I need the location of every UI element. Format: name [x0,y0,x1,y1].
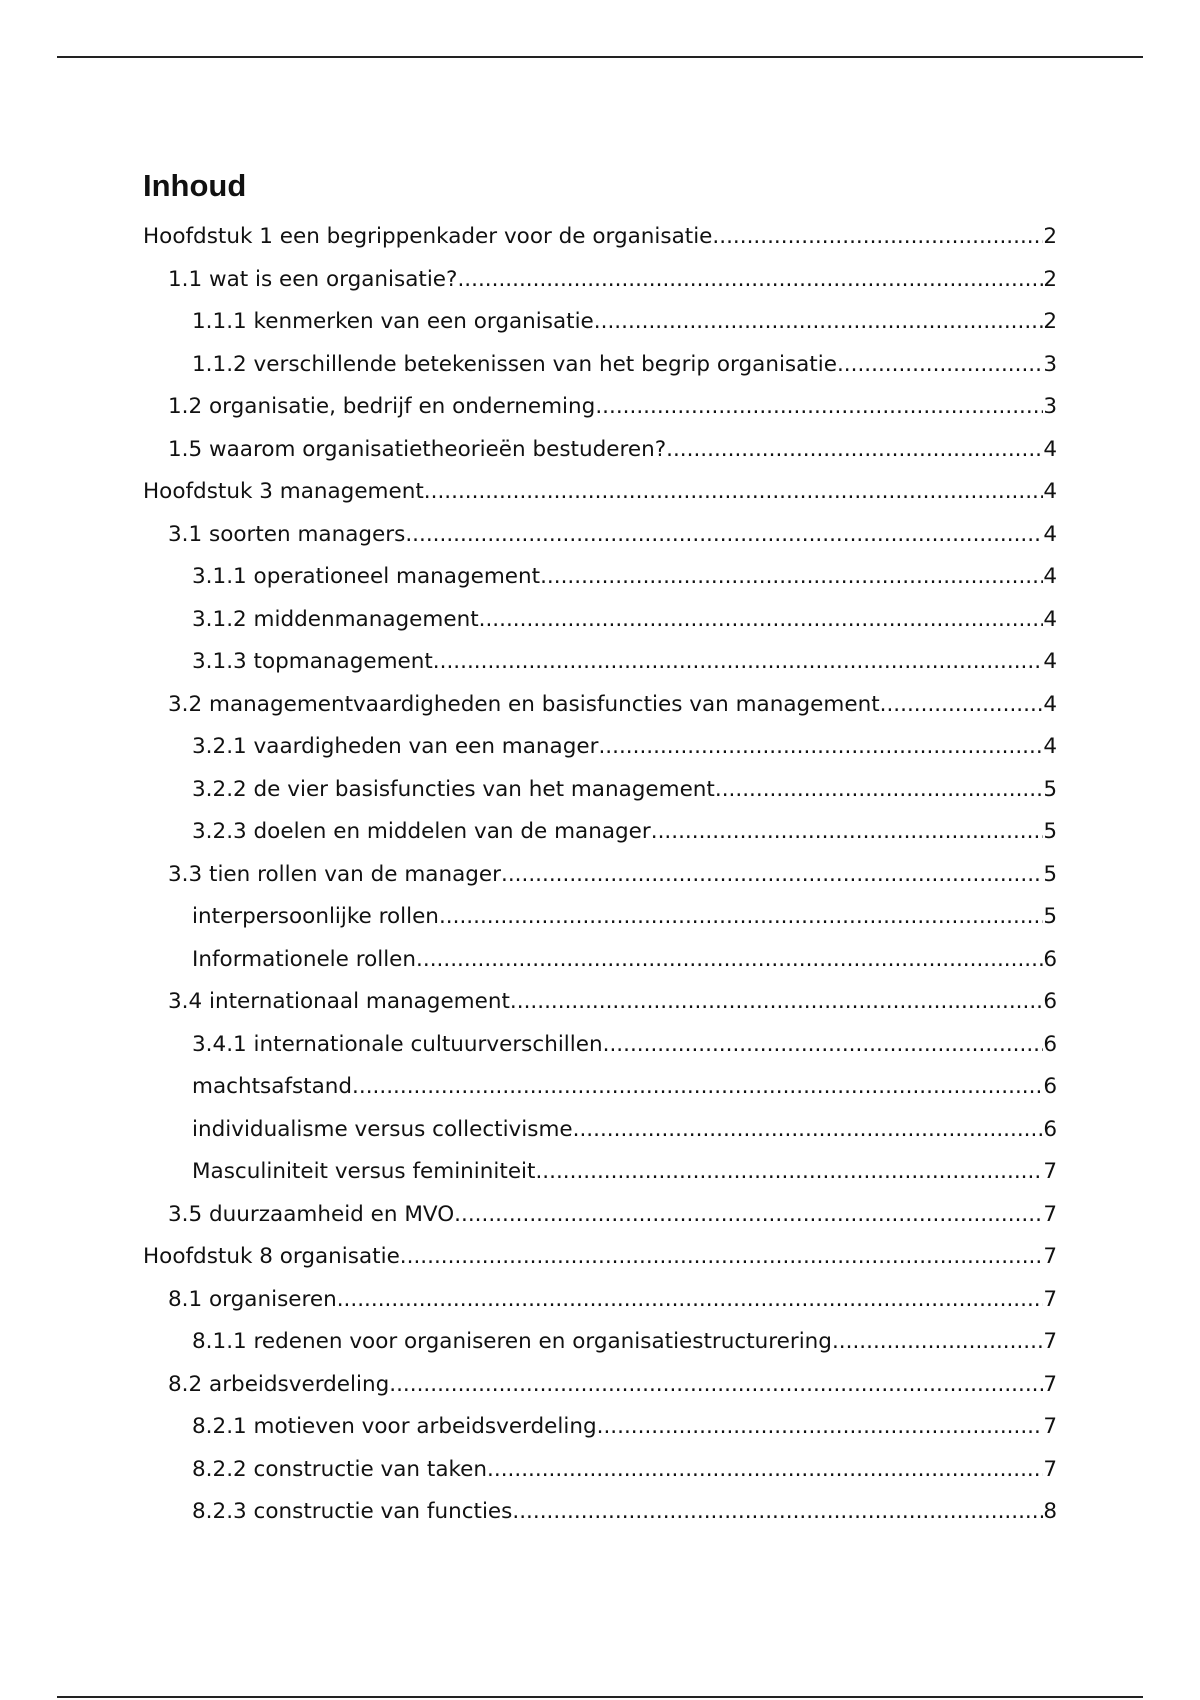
toc-entry-title: 3.1.1 operationeel management [192,564,541,589]
dot-leader [666,429,1043,472]
dot-leader [597,1406,1044,1449]
toc-entry-page-number: 7 [1043,1159,1057,1184]
dot-leader [603,1024,1044,1067]
toc-entry[interactable] [143,981,1057,1024]
toc-entry[interactable] [143,1151,1057,1194]
toc-entry[interactable] [143,854,1057,897]
toc-entry[interactable] [143,726,1057,769]
toc-entry-title: 3.2.3 doelen en middelen van de manager [192,819,651,844]
toc-entry-title: 3.4.1 internationale cultuurverschillen [192,1031,603,1057]
dot-leader [712,216,1043,259]
toc-entry-title: 8.2.3 constructie van functies [192,1499,513,1524]
toc-entry-title: Hoofdstuk 8 organisatie [143,1244,400,1269]
toc-entry[interactable] [143,1066,1057,1109]
toc-entry-page-number: 4 [1043,479,1057,504]
toc-entry-title: 3.5 duurzaamheid en MVO [168,1201,455,1227]
toc-entry[interactable] [143,684,1057,727]
dot-leader [573,1109,1044,1152]
toc-entry-page-number: 6 [1043,1031,1057,1057]
toc-entry[interactable] [143,556,1057,599]
header-rule [57,56,1143,58]
toc-entry-page-number: 7 [1043,1201,1057,1227]
dot-leader [487,1449,1043,1492]
dot-leader [512,1491,1043,1534]
toc-entry-page-number: 4 [1043,436,1057,462]
toc-entry-title: 3.1 soorten managers [168,521,406,547]
dot-leader [595,386,1043,429]
toc-entry-page-number: 7 [1043,1286,1057,1312]
toc-entry-page-number: 4 [1043,606,1057,632]
toc-entry-page-number: 4 [1043,691,1057,717]
toc-entry-title: interpersoonlijke rollen [192,904,439,929]
toc-entry[interactable] [143,1321,1057,1364]
toc-list [143,216,1057,1534]
toc-entry-page-number: 5 [1043,819,1057,844]
toc-entry-title: 8.2.2 constructie van taken [192,1456,488,1482]
toc-entry-title: 3.1.3 topmanagement [192,649,433,674]
dot-leader [424,471,1044,514]
dot-leader [880,684,1044,727]
toc-entry[interactable] [143,896,1057,939]
toc-entry-title: 8.1 organiseren [168,1286,337,1312]
toc-entry-title: 1.1 wat is een organisatie? [168,266,458,292]
dot-leader [598,726,1043,769]
toc-entry-title: 8.1.1 redenen voor organiseren en organisatiestructurering [192,1329,832,1354]
toc-entry[interactable] [143,1449,1057,1492]
toc-entry-page-number: 2 [1043,309,1057,334]
toc-entry[interactable] [143,599,1057,642]
toc-entry-page-number: 7 [1043,1414,1057,1439]
toc-entry-page-number: 6 [1043,989,1057,1014]
dot-leader [594,301,1044,344]
toc-entry[interactable] [143,471,1057,514]
toc-entry-title: 3.1.2 middenmanagement [192,606,479,632]
toc-entry-title: 3.2 managementvaardigheden en basisfuncties van management [168,691,880,717]
toc-entry-title: individualisme versus collectivisme [192,1116,573,1142]
dot-leader [454,1194,1043,1237]
dot-leader [439,896,1043,939]
dot-leader [540,556,1043,599]
toc-entry-page-number: 5 [1043,776,1057,802]
toc-entry-page-number: 6 [1043,1074,1057,1099]
toc-entry-page-number: 3 [1043,351,1057,377]
toc-entry-page-number: 5 [1043,861,1057,887]
toc-entry[interactable] [143,429,1057,472]
toc-entry-page-number: 8 [1043,1499,1057,1524]
toc-entry[interactable] [143,641,1057,684]
toc-entry-page-number: 6 [1043,1116,1057,1142]
toc-entry[interactable] [143,216,1057,259]
toc-entry[interactable] [143,259,1057,302]
table-of-contents [143,166,1057,1534]
toc-entry-title: 1.1.2 verschillende betekenissen van het begrip organisatie [192,351,837,377]
dot-leader [832,1321,1043,1364]
toc-entry-page-number: 7 [1043,1329,1057,1354]
dot-leader [651,811,1044,854]
toc-entry-page-number: 4 [1043,564,1057,589]
dot-leader [479,599,1044,642]
toc-entry-title: 3.3 tien rollen van de manager [168,861,501,887]
dot-leader [457,259,1043,302]
toc-entry-page-number: 3 [1043,394,1057,419]
toc-entry-page-number: 6 [1043,946,1057,972]
dot-leader [416,939,1043,982]
toc-entry-title: 1.2 organisatie, bedrijf en onderneming [168,394,596,419]
toc-entry[interactable] [143,1236,1057,1279]
dot-leader [400,1236,1044,1279]
toc-entry-page-number: 7 [1043,1371,1057,1397]
toc-entry-title: 1.5 waarom organisatietheorieën bestuderen? [168,436,667,462]
toc-entry-title: 3.4 internationaal management [168,989,510,1014]
toc-entry[interactable] [143,386,1057,429]
toc-entry-title: 3.2.2 de vier basisfuncties van het management [192,776,715,802]
dot-leader [535,1151,1043,1194]
dot-leader [389,1364,1043,1407]
toc-entry-title: Masculiniteit versus femininiteit [192,1159,536,1184]
toc-entry[interactable] [143,1024,1057,1067]
toc-entry[interactable] [143,1491,1057,1534]
toc-entry[interactable] [143,939,1057,982]
toc-entry[interactable] [143,514,1057,557]
footer-rule [57,1696,1143,1698]
toc-entry-title: Informationele rollen [192,946,417,972]
toc-entry-title: Hoofdstuk 3 management [143,479,424,504]
toc-entry[interactable] [143,1406,1057,1449]
dot-leader [510,981,1043,1024]
toc-entry-title: 8.2.1 motieven voor arbeidsverdeling [192,1414,597,1439]
toc-entry-page-number: 7 [1043,1244,1057,1269]
toc-entry-title: 1.1.1 kenmerken van een organisatie [192,309,594,334]
toc-entry-page-number: 2 [1043,266,1057,292]
dot-leader [405,514,1043,557]
toc-entry[interactable] [143,301,1057,344]
toc-entry-page-number: 4 [1043,734,1057,759]
dot-leader [501,854,1043,897]
toc-entry-title: 3.2.1 vaardigheden van een manager [192,734,599,759]
toc-entry[interactable] [143,811,1057,854]
toc-entry-title: Hoofdstuk 1 een begrippenkader voor de organisatie [143,224,713,249]
toc-entry-page-number: 7 [1043,1456,1057,1482]
toc-entry[interactable] [143,769,1057,812]
dot-leader [715,769,1043,812]
toc-entry-page-number: 2 [1043,224,1057,249]
dot-leader [352,1066,1043,1109]
toc-entry-page-number: 4 [1043,649,1057,674]
toc-entry-page-number: 4 [1043,521,1057,547]
toc-entry[interactable] [143,1279,1057,1322]
toc-entry[interactable] [143,1364,1057,1407]
toc-entry-page-number: 5 [1043,904,1057,929]
toc-entry[interactable] [143,1194,1057,1237]
toc-title: Inhoud [143,168,247,203]
toc-entry[interactable] [143,344,1057,387]
toc-entry-title: machtsafstand [192,1074,353,1099]
toc-entry[interactable] [143,1109,1057,1152]
toc-entry-title: 8.2 arbeidsverdeling [168,1371,390,1397]
dot-leader [337,1279,1044,1322]
dot-leader [837,344,1043,387]
dot-leader [433,641,1044,684]
